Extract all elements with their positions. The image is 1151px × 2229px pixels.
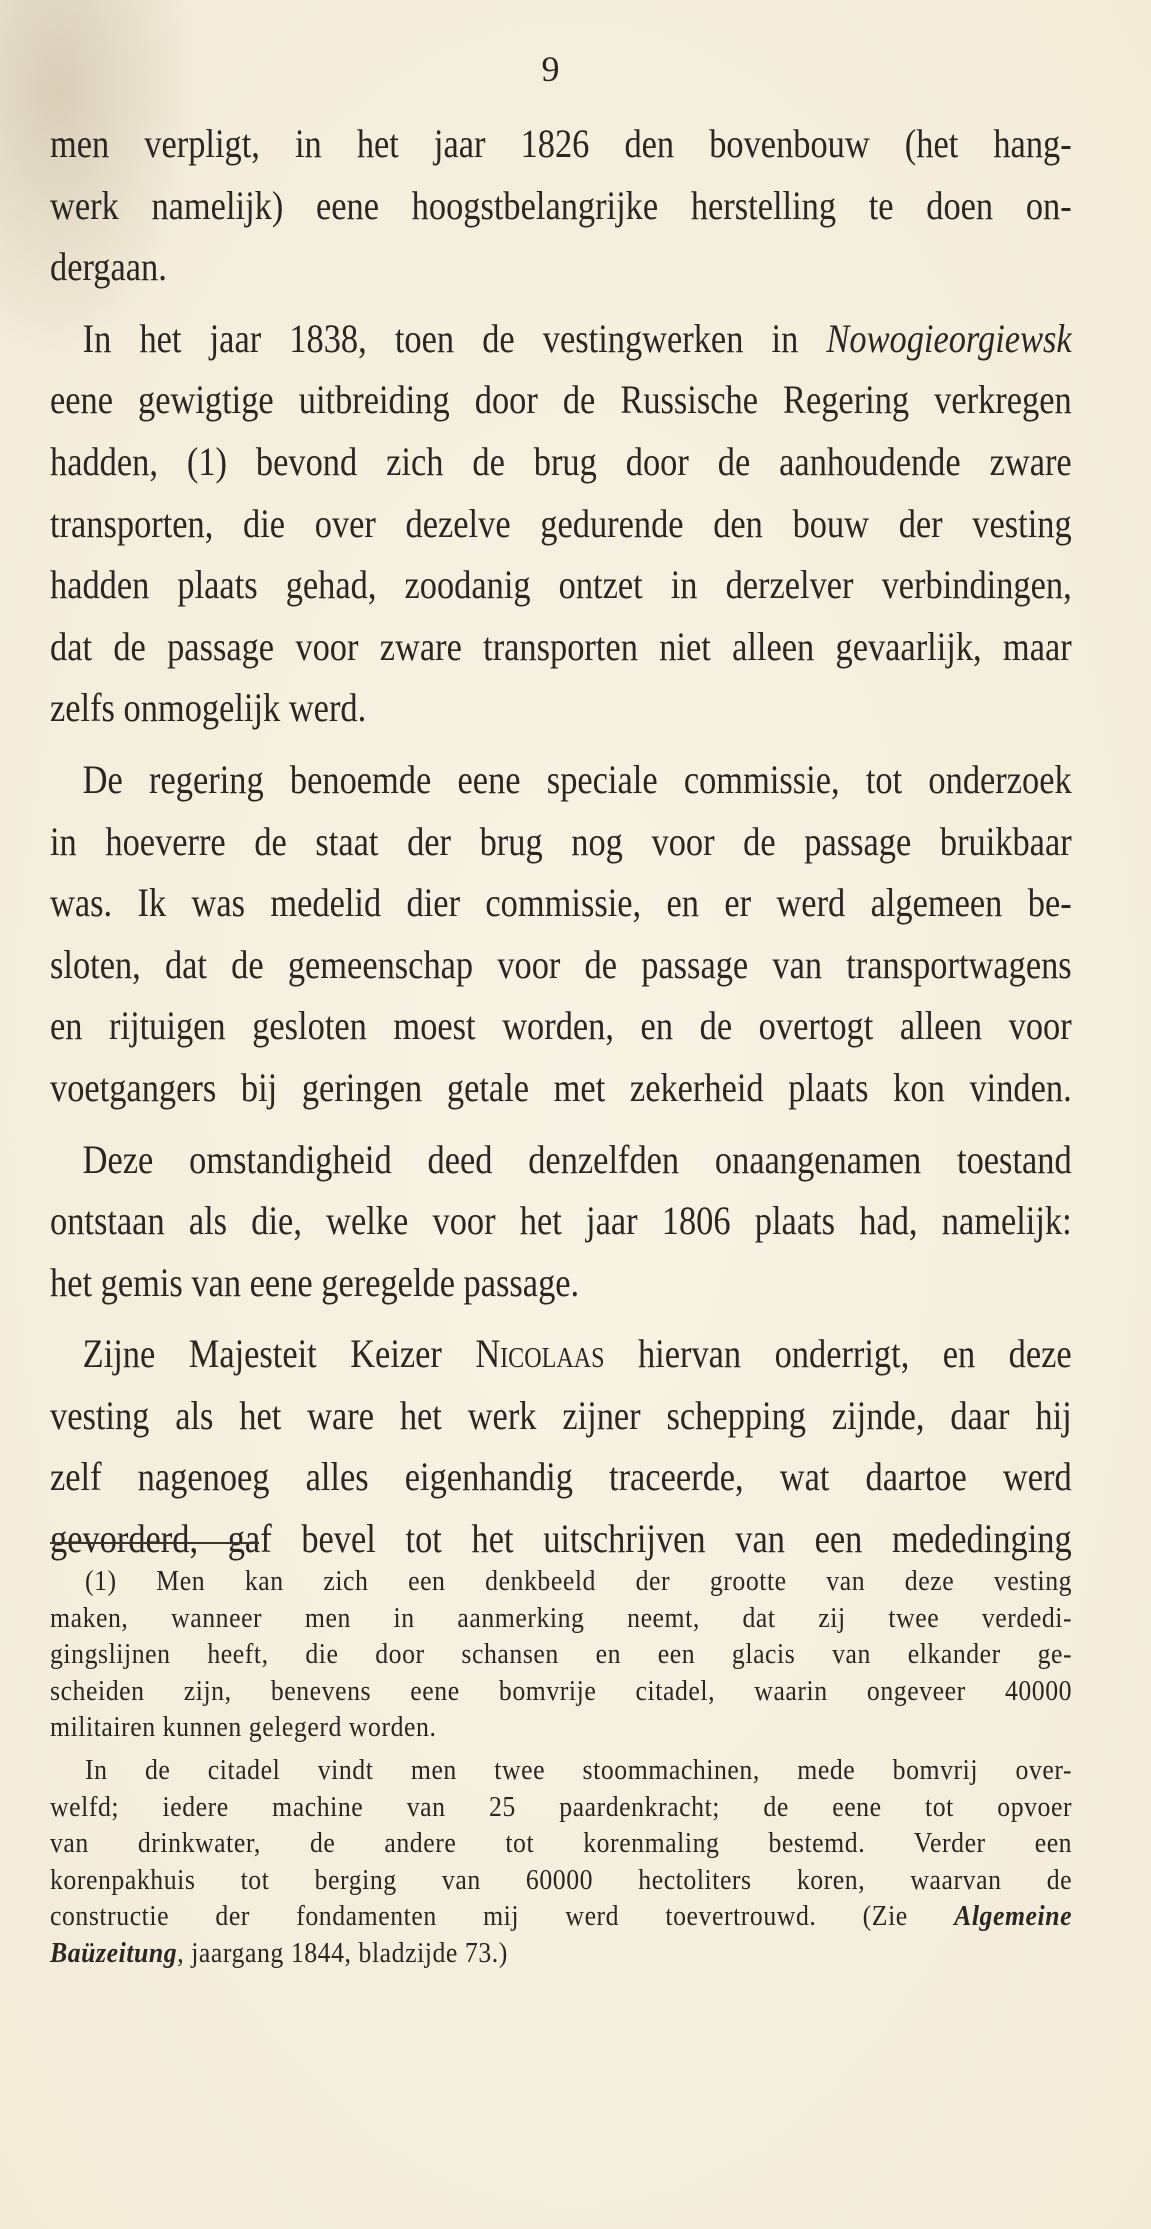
text-line: zelf nagenoeg alles eigenhandig traceerde, wat daartoe werd (50, 1454, 1072, 1500)
text-fragment: hiervan onderrigt, en deze (604, 1331, 1072, 1377)
footnotes (50, 1564, 1072, 1973)
text-line: Deze omstandigheid deed denzelfden onaangenamen toestand (82, 1136, 1072, 1182)
text-line: gevorderd, gaf bevel tot het uitschrijven van een mededinging (50, 1516, 1072, 1562)
footnote-line: (1) Men kan zich een denkbeeld der grootte van deze vesting (84, 1566, 1073, 1597)
text-line: transporten, die over dezelve gedurende den bouw der vesting (50, 500, 1072, 546)
footnote-divider (50, 1542, 259, 1544)
text-line: het gemis van eene geregelde passage. (50, 1259, 580, 1305)
text-line: sloten, dat de gemeenschap voor de passage van transportwagens (50, 941, 1072, 987)
footnote-line: scheiden zijn, benevens eene bomvrije citadel, waarin ongeveer 40000 (50, 1675, 1073, 1707)
text-line: dat de passage voor zware transporten niet alleen gevaarlijk, maar (50, 623, 1072, 669)
text-line: werk namelijk) eene hoogstbelangrijke herstelling te doen on- (50, 182, 1072, 228)
page-number: 9 (541, 49, 561, 89)
body-text (50, 113, 1072, 1570)
footnote-line: van drinkwater, de andere tot korenmaling bestemd. Verder een (50, 1828, 1073, 1860)
footnote-line: korenpakhuis tot berging van 60000 hectoliters koren, waarvan de (50, 1864, 1073, 1896)
footnote-line: In de citadel vindt men twee stoommachinen, mede bomvrij over- (84, 1754, 1073, 1786)
text-line (50, 1323, 1072, 1385)
footnote-line: gingslijnen heeft, die door schansen en een glacis van elkander ge- (50, 1639, 1073, 1671)
text-line: was. Ik was medelid dier commissie, en er werd algemeen be- (50, 880, 1072, 926)
footnote-line (50, 1899, 1072, 1936)
text-line: ontstaan als die, welke voor het jaar 1806 plaats had, namelijk: (50, 1198, 1072, 1244)
footnote-line: welfd; iedere machine van 25 paardenkracht; de eene tot opvoer (50, 1791, 1073, 1823)
journal-title: Algemeine (954, 1901, 1073, 1933)
text-fragment: constructie der fondamenten mij werd toevertrouwd. (Zie (50, 1901, 955, 1933)
text-line: eene gewigtige uitbreiding door de Russische Regering verkregen (50, 377, 1072, 423)
journal-title: Baüzeitung (50, 1937, 178, 1969)
footnote-line: militairen kunnen gelegerd worden. (50, 1712, 437, 1744)
footnote-line (50, 1936, 1072, 1973)
text-line: voetgangers bij geringen getale met zekerheid plaats kon vinden. (50, 1064, 1072, 1110)
text-line (50, 308, 1072, 370)
text-fragment: , jaargang 1844, bladzijde 73.) (177, 1937, 508, 1969)
text-line: De regering benoemde eene speciale commissie, tot onderzoek (82, 756, 1072, 802)
text-line: en rijtuigen gesloten moest worden, en de overtogt alleen voor (50, 1003, 1072, 1049)
footnote-line: maken, wanneer men in aanmerking neemt, dat zij twee verdedi- (50, 1602, 1073, 1634)
text-line: hadden, (1) bevond zich de brug door de aanhoudende zware (50, 438, 1072, 484)
text-line: vesting als het ware het werk zijner schepping zijnde, daar hij (50, 1392, 1072, 1438)
text-line: men verpligt, in het jaar 1826 den bovenbouw (het hang- (50, 121, 1072, 166)
text-line: dergaan. (50, 244, 167, 290)
text-fragment: Zijne Majesteit Keizer (82, 1331, 476, 1377)
text-line: zelfs onmogelijk werd. (50, 685, 367, 731)
text-line: hadden plaats gehad, zoodanig ontzet in derzelver verbindingen, (50, 562, 1072, 608)
place-name: Nowogieorgiewsk (826, 315, 1072, 361)
text-line: in hoeverre de staat der brug nog voor de passage bruikbaar (50, 818, 1072, 864)
small-caps-name: Nicolaas (475, 1331, 605, 1377)
text-fragment: In het jaar 1838, toen de vestingwerken in (82, 315, 827, 361)
